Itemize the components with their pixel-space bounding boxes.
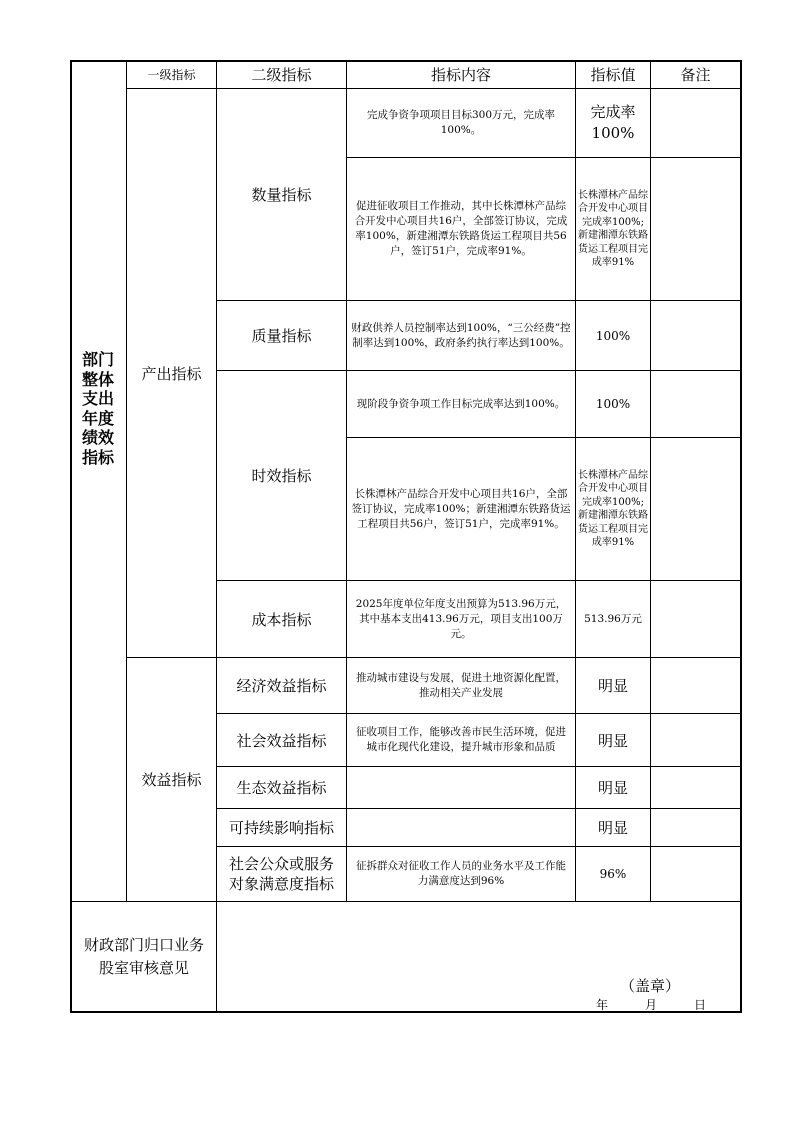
value-cell: 96% (599, 867, 627, 881)
value-cell: 明显 (597, 779, 628, 797)
date-day: 日 (693, 997, 706, 1012)
level2-satisfaction: 社会公众或服务对象满意度指标 (228, 855, 334, 893)
value-cell: 明显 (597, 819, 628, 837)
level2-timeliness: 时效指标 (251, 467, 312, 485)
date-month: 月 (644, 997, 657, 1012)
header-remark: 备注 (680, 66, 711, 84)
header-content: 指标内容 (430, 66, 491, 84)
content-cell: 长株潭林产品综合开发中心项目共16户，全部签订协议，完成率100%；新建湘潭东铁路货运工程项目共56户，签订51户，完成率91%。 (351, 487, 571, 530)
level2-quality: 质量指标 (251, 327, 312, 345)
level2-quantity: 数量指标 (251, 186, 312, 204)
content-cell: 征收项目工作，能够改善市民生活环境，促进城市化现代化建设，提升城市形象和品质 (356, 726, 566, 753)
header-value: 指标值 (590, 66, 636, 84)
level2-social: 社会效益指标 (236, 731, 327, 750)
value-cell: 长株潭林产品综合开发中心项目完成率100%;新建湘潭东铁路货运工程项目完成率91% (578, 469, 648, 548)
content-cell: 财政供养人员控制率达到100%，“三公经费”控制率达到100%，政府条约执行率达到100%。 (351, 321, 571, 349)
level1-output: 产出指标 (141, 364, 202, 383)
content-cell: 征拆群众对征收工作人员的业务水平及工作能力满意度达到96% (356, 860, 566, 887)
level2-cost: 成本指标 (251, 610, 312, 629)
value-cell: 513.96万元 (584, 612, 642, 625)
header-level2: 二级指标 (251, 66, 312, 84)
level2-ecological: 生态效益指标 (236, 779, 327, 797)
level2-sustainable: 可持续影响指标 (228, 819, 334, 837)
value-cell: 明显 (597, 731, 628, 750)
value-cell: 完成率100% (590, 103, 636, 142)
content-cell (351, 809, 571, 846)
review-label: 财政部门归口业务股室审核意见 (83, 935, 204, 977)
seal-text: （盖章） (620, 976, 681, 995)
content-cell: 完成争资争项项目目标300万元，完成率100%。 (366, 109, 556, 136)
value-cell: 100% (595, 328, 631, 343)
date-year: 年 (595, 997, 608, 1012)
level1-benefit: 效益指标 (141, 771, 202, 789)
level2-economic: 经济效益指标 (236, 677, 327, 695)
content-cell: 2025年度单位年度支出预算为513.96万元，其中基本支出413.96万元，项目支出100万元。 (355, 597, 567, 640)
value-cell: 长株潭林产品综合开发中心项目完成率100%;新建湘潭东铁路货运工程项目完成率91% (578, 189, 648, 268)
content-cell: 推动城市建设与发展，促进土地资源化配置，推动相关产业发展 (356, 671, 566, 699)
value-cell: 明显 (597, 677, 628, 695)
section-title: 部门整体支出年度绩效指标 (81, 350, 114, 467)
content-cell: 现阶段争资争项工作目标完成率达到100%。 (356, 397, 566, 410)
content-cell: 促进征收项目工作推动，其中长株潭林产品综合开发中心项目共16户，全部签订协议，完成率100%，新建湘潭东铁路货运工程项目共56户，签订51户，完成率91%。 (354, 200, 568, 257)
content-cell (351, 767, 571, 808)
value-cell: 100% (595, 397, 631, 411)
header-level1: 一级指标 (147, 68, 196, 82)
